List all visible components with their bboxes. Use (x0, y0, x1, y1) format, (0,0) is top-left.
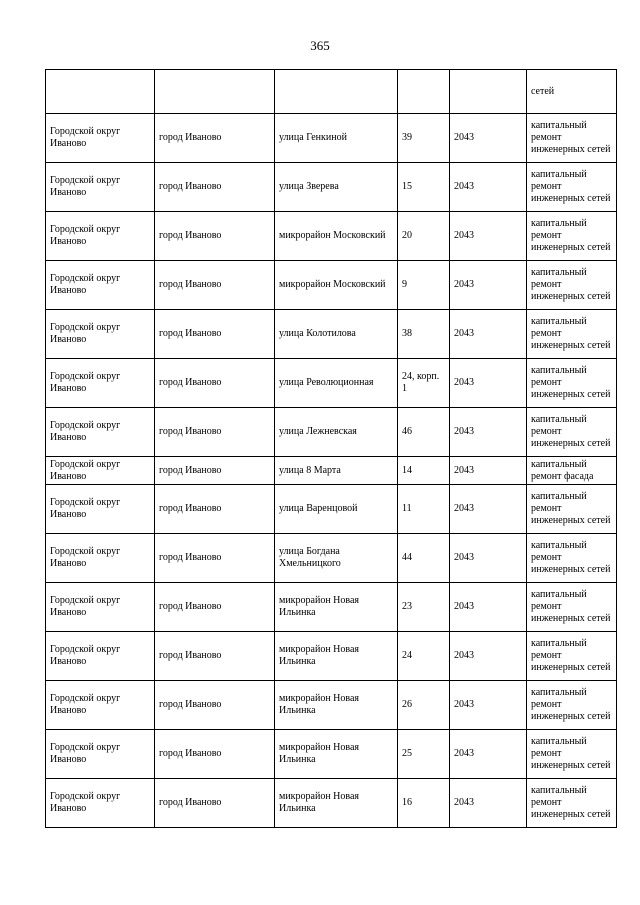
municipality-cell: Городской округ Иваново (46, 212, 155, 261)
year-cell: 2043 (450, 583, 527, 632)
table-cell (46, 70, 155, 114)
year-cell: 2043 (450, 730, 527, 779)
municipality-cell: Городской округ Иваново (46, 261, 155, 310)
year-cell: 2043 (450, 261, 527, 310)
settlement-cell: город Иваново (155, 632, 275, 681)
house-cell: 16 (398, 779, 450, 828)
table-row (46, 261, 617, 310)
house-cell: 38 (398, 310, 450, 359)
house-cell: 14 (398, 457, 450, 485)
work-cell: капитальный ремонт инженерных сетей (527, 583, 617, 632)
municipality-cell: Городской округ Иваново (46, 534, 155, 583)
municipality-cell: Городской округ Иваново (46, 632, 155, 681)
table-cell (275, 70, 398, 114)
house-cell: 46 (398, 408, 450, 457)
settlement-cell: город Иваново (155, 485, 275, 534)
house-cell: 15 (398, 163, 450, 212)
work-cell: капитальный ремонт инженерных сетей (527, 534, 617, 583)
settlement-cell: город Иваново (155, 212, 275, 261)
table-row (46, 212, 617, 261)
table-row (46, 485, 617, 534)
municipality-cell: Городской округ Иваново (46, 583, 155, 632)
work-cell: капитальный ремонт инженерных сетей (527, 632, 617, 681)
year-cell: 2043 (450, 681, 527, 730)
settlement-cell: город Иваново (155, 730, 275, 779)
table-row (46, 457, 617, 485)
work-cell: капитальный ремонт инженерных сетей (527, 359, 617, 408)
street-cell: улица Революционная (275, 359, 398, 408)
house-cell: 39 (398, 114, 450, 163)
house-cell: 9 (398, 261, 450, 310)
settlement-cell: город Иваново (155, 534, 275, 583)
street-cell: микрорайон Новая Ильинка (275, 632, 398, 681)
municipality-cell: Городской округ Иваново (46, 730, 155, 779)
table-row (46, 730, 617, 779)
settlement-cell: город Иваново (155, 114, 275, 163)
table-cell (155, 70, 275, 114)
house-cell: 26 (398, 681, 450, 730)
repair-schedule-table (45, 69, 617, 828)
continuation-row (46, 70, 617, 114)
year-cell: 2043 (450, 212, 527, 261)
settlement-cell: город Иваново (155, 779, 275, 828)
settlement-cell: город Иваново (155, 583, 275, 632)
municipality-cell: Городской округ Иваново (46, 408, 155, 457)
page-number: 365 (310, 38, 330, 53)
street-cell: микрорайон Московский (275, 261, 398, 310)
house-cell: 24, корп. 1 (398, 359, 450, 408)
street-cell: микрорайон Московский (275, 212, 398, 261)
settlement-cell: город Иваново (155, 408, 275, 457)
municipality-cell: Городской округ Иваново (46, 310, 155, 359)
house-cell: 20 (398, 212, 450, 261)
table-row (46, 583, 617, 632)
work-cell: капитальный ремонт инженерных сетей (527, 730, 617, 779)
table-row (46, 779, 617, 828)
settlement-cell: город Иваново (155, 261, 275, 310)
table-row (46, 310, 617, 359)
table-cell: сетей (527, 70, 617, 114)
work-cell: капитальный ремонт инженерных сетей (527, 212, 617, 261)
settlement-cell: город Иваново (155, 359, 275, 408)
house-cell: 24 (398, 632, 450, 681)
settlement-cell: город Иваново (155, 163, 275, 212)
street-cell: микрорайон Новая Ильинка (275, 730, 398, 779)
year-cell: 2043 (450, 534, 527, 583)
table-row (46, 534, 617, 583)
house-cell: 44 (398, 534, 450, 583)
year-cell: 2043 (450, 310, 527, 359)
work-cell: капитальный ремонт инженерных сетей (527, 681, 617, 730)
street-cell: улица Генкиной (275, 114, 398, 163)
work-cell: капитальный ремонт инженерных сетей (527, 114, 617, 163)
municipality-cell: Городской округ Иваново (46, 485, 155, 534)
work-cell: капитальный ремонт инженерных сетей (527, 485, 617, 534)
street-cell: микрорайон Новая Ильинка (275, 583, 398, 632)
municipality-cell: Городской округ Иваново (46, 457, 155, 485)
work-cell: капитальный ремонт инженерных сетей (527, 261, 617, 310)
street-cell: улица Лежневская (275, 408, 398, 457)
work-cell: капитальный ремонт инженерных сетей (527, 310, 617, 359)
year-cell: 2043 (450, 359, 527, 408)
year-cell: 2043 (450, 408, 527, 457)
municipality-cell: Городской округ Иваново (46, 114, 155, 163)
table-row (46, 114, 617, 163)
year-cell: 2043 (450, 485, 527, 534)
house-cell: 25 (398, 730, 450, 779)
work-cell: капитальный ремонт фасада (527, 457, 617, 485)
settlement-cell: город Иваново (155, 681, 275, 730)
table-cell (398, 70, 450, 114)
work-cell: капитальный ремонт инженерных сетей (527, 408, 617, 457)
year-cell: 2043 (450, 457, 527, 485)
work-cell: капитальный ремонт инженерных сетей (527, 163, 617, 212)
table-row (46, 163, 617, 212)
table-row (46, 632, 617, 681)
year-cell: 2043 (450, 779, 527, 828)
street-cell: улица Богдана Хмельницкого (275, 534, 398, 583)
street-cell: улица 8 Марта (275, 457, 398, 485)
municipality-cell: Городской округ Иваново (46, 359, 155, 408)
municipality-cell: Городской округ Иваново (46, 163, 155, 212)
municipality-cell: Городской округ Иваново (46, 779, 155, 828)
year-cell: 2043 (450, 632, 527, 681)
street-cell: улица Колотилова (275, 310, 398, 359)
year-cell: 2043 (450, 114, 527, 163)
settlement-cell: город Иваново (155, 310, 275, 359)
settlement-cell: город Иваново (155, 457, 275, 485)
work-cell: капитальный ремонт инженерных сетей (527, 779, 617, 828)
year-cell: 2043 (450, 163, 527, 212)
street-cell: микрорайон Новая Ильинка (275, 779, 398, 828)
table-row (46, 408, 617, 457)
street-cell: улица Варенцовой (275, 485, 398, 534)
table-row (46, 359, 617, 408)
street-cell: микрорайон Новая Ильинка (275, 681, 398, 730)
municipality-cell: Городской округ Иваново (46, 681, 155, 730)
table-cell (450, 70, 527, 114)
table-row (46, 681, 617, 730)
house-cell: 11 (398, 485, 450, 534)
house-cell: 23 (398, 583, 450, 632)
street-cell: улица Зверева (275, 163, 398, 212)
